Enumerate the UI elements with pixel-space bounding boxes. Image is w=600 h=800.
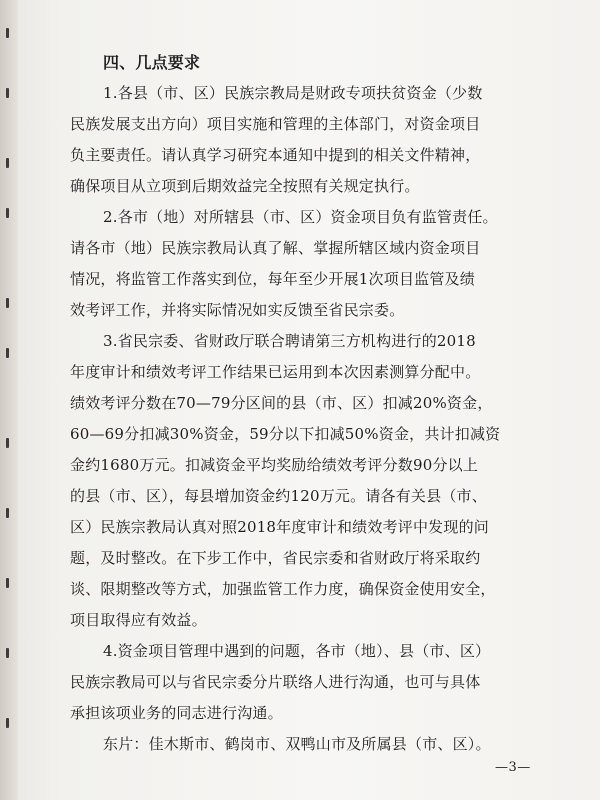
binding-mark	[6, 88, 9, 98]
text-line: 区）民族宗教局认真对照2018年度审计和绩效考评中发现的问	[70, 518, 489, 536]
text-line: 民族宗教局可以与省民宗委分片联络人进行沟通，也可与具体	[70, 673, 481, 691]
binding-mark	[6, 648, 9, 658]
binding-mark	[6, 348, 9, 358]
binding-mark	[6, 158, 9, 168]
text-line: 谈、限期整改等方式，加强监管工作力度，确保资金使用安全，	[70, 580, 496, 598]
binding-mark	[6, 28, 9, 38]
text-line: 负主要责任。请认真学习研究本通知中提到的相关文件精神，	[70, 146, 481, 164]
paragraph-1	[70, 78, 540, 202]
document-body	[70, 48, 540, 760]
text-line: 东片：佳木斯市、鹤岗市、双鸭山市及所属县（市、区）。	[103, 735, 491, 753]
section-heading: 四、几点要求	[103, 53, 201, 72]
text-line: 金约1680万元。扣减资金平均奖励给绩效考评分数90分以上	[70, 456, 479, 474]
paragraph-3	[70, 326, 540, 636]
paragraph-4	[70, 636, 540, 729]
binding-mark	[6, 508, 9, 518]
paragraph-5	[70, 729, 540, 760]
paragraph-2	[70, 202, 540, 326]
text-line: 情况，将监管工作落实到位，每年至少开展1次项目监管及绩	[70, 270, 475, 288]
binding-mark	[6, 578, 9, 588]
text-line: 4.资金项目管理中遇到的问题，各市（地）、县（市、区）	[103, 642, 491, 660]
text-line: 年度审计和绩效考评工作结果已运用到本次因素测算分配中。	[70, 363, 481, 381]
binding-mark	[6, 208, 9, 218]
binding-mark	[6, 438, 9, 448]
text-line: 60—69分扣减30%资金，59分以下扣减50%资金，共计扣减资	[70, 425, 501, 443]
text-line: 2.各市（地）对所辖县（市、区）资金项目负有监管责任。	[103, 208, 498, 226]
text-line: 1.各县（市、区）民族宗教局是财政专项扶贫资金（少数	[103, 84, 483, 102]
binding-edge	[0, 0, 18, 800]
text-line: 请各市（地）民族宗教局认真了解、掌握所辖区域内资金项目	[70, 239, 481, 257]
text-line: 的县（市、区），每县增加资金约120万元。请各有关县（市、	[70, 487, 487, 505]
text-line: 效考评工作，并将实际情况如实反馈至省民宗委。	[70, 301, 405, 319]
text-line: 绩效考评分数在70—79分区间的县（市、区）扣减20%资金，	[70, 394, 493, 412]
text-line: 确保项目从立项到后期效益完全按照有关规定执行。	[70, 177, 420, 195]
text-line: 民族发展支出方向）项目实施和管理的主体部门，对资金项目	[70, 115, 481, 133]
text-line: 3.省民宗委、省财政厅联合聘请第三方机构进行的2018	[103, 332, 476, 350]
text-line: 题，及时整改。在下步工作中，省民宗委和省财政厅将采取约	[70, 549, 481, 567]
page-number: —3—	[495, 760, 531, 775]
text-line: 项目取得应有效益。	[70, 611, 207, 629]
binding-mark	[6, 298, 9, 308]
binding-mark	[6, 718, 9, 728]
text-line: 承担该项业务的同志进行沟通。	[70, 704, 283, 722]
